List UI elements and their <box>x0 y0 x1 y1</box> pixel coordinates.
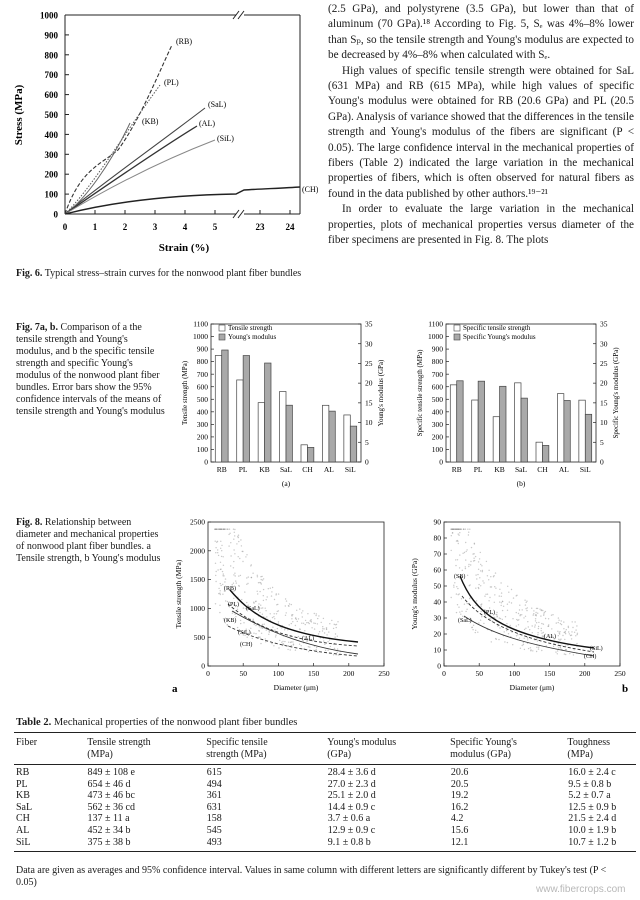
y-right-tick-label: 15 <box>600 398 608 408</box>
bar-AL-specifictensilestrength <box>557 394 563 462</box>
table-cell: 473 ± 46 bc <box>87 790 135 802</box>
bar-RB-youngsmodulus <box>222 350 228 462</box>
y-right-tick-label: 5 <box>365 437 369 447</box>
y-tick-label: 70 <box>433 549 441 559</box>
table2 <box>14 732 636 852</box>
table-row <box>14 802 636 814</box>
x-tick-label: SiL <box>579 465 591 474</box>
table-cell: 615 <box>206 767 222 778</box>
y-tick-label: 60 <box>433 565 441 575</box>
curve-rb <box>65 45 172 214</box>
y-right-tick-label: 5 <box>600 437 604 447</box>
table-cell: 137 ± 11 a <box>87 813 130 825</box>
table-cell: 21.5 ± 2.4 d <box>568 813 617 825</box>
x-tick-label: 0 <box>206 669 210 678</box>
x-tick-label: 50 <box>475 669 483 678</box>
bar-CH-specificyoungsmodulus <box>542 445 548 462</box>
y-axis-title: Tensile strength (MPa) <box>181 360 189 426</box>
table2-title: Table 2. Mechanical properties of the nonwood plant fiber bundles <box>16 717 298 728</box>
table-cell: 375 ± 38 b <box>87 836 131 848</box>
table-row <box>14 837 636 849</box>
bar-KB-youngsmodulus <box>265 363 271 462</box>
x-tick-label: AL <box>558 465 569 474</box>
table-cell: 493 <box>206 836 222 848</box>
legend-swatch <box>454 334 460 340</box>
curve-label: (SB) <box>454 574 466 580</box>
table-cell: 15.6 <box>450 824 469 836</box>
y-tick-label: 400 <box>44 129 58 140</box>
column-header: Tensile strength (MPa) <box>87 737 151 760</box>
bar-KB-tensilestrength <box>258 403 264 462</box>
bar-SiL-youngsmodulus <box>350 426 356 462</box>
y-tick-label: 100 <box>431 445 443 455</box>
x-tick-label: CH <box>302 465 313 474</box>
column-header: Specific Young's modulus (GPa) <box>450 737 517 760</box>
y-tick-label: 30 <box>433 613 441 623</box>
bar-CH-specifictensilestrength <box>536 442 542 462</box>
y-tick-label: 400 <box>196 407 208 417</box>
bar-SaL-specifictensilestrength <box>515 383 521 462</box>
curve-label: (CH) <box>584 654 597 660</box>
x-tick-label: 5 <box>212 222 218 232</box>
table-row <box>14 779 636 791</box>
y-tick-label: 500 <box>44 110 58 120</box>
x-tick-label: 50 <box>239 669 247 678</box>
curve-label: (AL) <box>544 634 556 640</box>
table-row <box>14 790 636 802</box>
x-tick-label: CH <box>537 465 548 474</box>
bar-AL-youngsmodulus <box>329 411 335 462</box>
y-right-tick-label: 0 <box>365 457 369 467</box>
y-tick-label: 600 <box>44 90 58 101</box>
y-tick-label: 1000 <box>193 332 208 342</box>
table-cell: SaL <box>16 801 33 813</box>
x-tick-label: RB <box>451 465 462 474</box>
table-cell: RB <box>16 767 30 778</box>
curve-label-sal: (SaL) <box>208 100 227 109</box>
y-tick-label: 200 <box>44 169 58 180</box>
curve-pl <box>65 85 160 214</box>
table-cell: 452 ± 34 b <box>87 824 131 836</box>
x-tick-label: 23 <box>255 222 265 232</box>
curve-label-sil: (SiL) <box>217 134 234 143</box>
curve-label: (AL) <box>302 636 314 642</box>
curve-label-ch: (CH) <box>302 185 318 194</box>
y-tick-label: 800 <box>431 357 443 367</box>
y-right-tick-label: 25 <box>365 359 373 369</box>
column-header: Specific tensile strength (MPa) <box>206 737 268 760</box>
y-tick-label: 200 <box>196 432 208 442</box>
x-tick-label: SaL <box>279 465 293 474</box>
y-tick-label: 100 <box>196 445 208 455</box>
bar-PL-specificyoungsmodulus <box>478 381 484 462</box>
legend-label: Young's modulus <box>228 333 277 341</box>
panel-label: (a) <box>281 479 291 488</box>
bar-CH-tensilestrength <box>301 445 307 462</box>
curve-label: (PL) <box>484 610 495 616</box>
curve-label-rb: (RB) <box>176 37 192 46</box>
curve-label-al: (AL) <box>199 119 215 128</box>
y-right-axis-title: Young's modulus (GPa) <box>377 359 385 427</box>
table-cell: PL <box>16 778 28 790</box>
y-tick-label: 200 <box>431 432 443 442</box>
table-cell: 545 <box>206 824 222 836</box>
column-header: Young's modulus (GPa) <box>327 737 397 760</box>
y-tick-label: 500 <box>431 394 443 404</box>
y-tick-label: 50 <box>433 581 441 591</box>
fig6-ylabel: Stress (MPa) <box>13 84 25 146</box>
y-right-tick-label: 25 <box>600 359 608 369</box>
x-tick-label: 24 <box>285 222 295 232</box>
y-tick-label: 300 <box>431 419 443 429</box>
table-cell: 20.6 <box>450 767 469 778</box>
table-cell: 12.9 ± 0.9 c <box>327 824 376 836</box>
y-tick-label: 500 <box>196 394 208 404</box>
y-tick-label: 500 <box>193 632 205 642</box>
fig6-xlabel: Strain (%) <box>158 242 210 254</box>
y-tick-label: 700 <box>196 369 208 379</box>
y-tick-label: 100 <box>44 189 58 200</box>
curve-label: (KB) <box>224 618 237 624</box>
fig7b-chart <box>410 316 636 492</box>
x-tick-label: 4 <box>182 222 188 232</box>
y-tick-label: 80 <box>433 533 441 543</box>
bar-PL-youngsmodulus <box>243 356 249 462</box>
x-tick-label: 100 <box>508 669 521 678</box>
curve-label: (RB) <box>224 586 236 592</box>
fig8a-chart <box>168 516 400 698</box>
curve-kb <box>65 123 130 214</box>
x-tick-label: 1 <box>92 222 98 232</box>
table-row <box>14 767 636 779</box>
y-axis-title: Specific tensile strength (MPa) <box>416 349 424 437</box>
paragraph: High values of specific tensile strength were obtained for SaL (631 MPa) and RB (615 MPa), while high values of specific Young's modulus were obtained for RB (20.6 GPa) and PL (20.5 GPa). Analysis of variance showed that the differences in the tensile strength and Young's modulus of the fibers are significant (P < 0.05). The large confidence interval in the mechanical properties of fibers (Table 2) indicated the large variation in the mechanical properties of fibers, which is often observed for natural fibers as found in the data published by other authors.¹⁹⁻²¹ <box>328 64 634 200</box>
x-tick-label: 100 <box>272 669 285 678</box>
table-cell: 9.5 ± 0.8 b <box>568 778 612 790</box>
y-tick-label: 2500 <box>190 517 205 527</box>
table-cell: SiL <box>16 836 31 848</box>
curve-label: (SiL) <box>238 630 251 636</box>
body-text <box>328 2 634 249</box>
y-tick-label: 0 <box>53 209 58 220</box>
y-tick-label: 700 <box>44 70 58 81</box>
fig8b-chart <box>404 516 636 698</box>
column-header: Fiber <box>16 737 38 748</box>
y-axis-title: Young's modulus (GPa) <box>410 558 419 630</box>
y-right-tick-label: 30 <box>365 339 373 349</box>
bar-CH-youngsmodulus <box>307 447 313 462</box>
x-axis-title: Diameter (μm) <box>273 683 319 692</box>
y-tick-label: 1000 <box>40 10 58 21</box>
table-cell: 631 <box>206 801 222 813</box>
y-tick-label: 300 <box>44 149 58 160</box>
y-tick-label: 1500 <box>190 575 205 585</box>
y-tick-label: 600 <box>196 382 208 392</box>
curve-label: (SaL) <box>458 618 472 624</box>
table-cell: 158 <box>206 813 222 825</box>
table-cell: 10.0 ± 1.9 b <box>568 824 617 836</box>
y-tick-label: 400 <box>431 407 443 417</box>
y-tick-label: 900 <box>431 344 443 354</box>
bar-SaL-youngsmodulus <box>286 405 292 462</box>
curve-label: (SaL) <box>246 606 260 612</box>
y-tick-label: 800 <box>196 357 208 367</box>
curve-label-pl: (PL) <box>164 78 179 87</box>
x-tick-label: 250 <box>614 669 626 678</box>
curve-label: (CH) <box>240 642 253 648</box>
y-right-tick-label: 35 <box>365 319 373 329</box>
y-tick-label: 1000 <box>190 604 205 613</box>
table-cell: 14.4 ± 0.9 c <box>327 801 376 813</box>
fig8-caption: Fig. 8. Relationship between diameter and mechanical properties of nonwood plant fiber bundles. a Tensile strength, b Young's modulus <box>16 517 161 564</box>
legend-swatch <box>454 325 460 331</box>
table-cell: 20.5 <box>450 778 469 790</box>
table-cell: 3.7 ± 0.6 a <box>327 813 371 825</box>
table-cell: 849 ± 108 e <box>87 767 135 778</box>
y-right-axis-title: Specific Young's modulus (GPa) <box>612 347 620 439</box>
x-tick-label: PL <box>473 465 483 474</box>
y-tick-label: 0 <box>439 457 443 467</box>
y-tick-label: 10 <box>433 645 441 655</box>
y-right-tick-label: 20 <box>365 378 373 388</box>
y-axis-title: Tensile strength (MPa) <box>174 559 183 629</box>
y-right-tick-label: 0 <box>600 457 604 467</box>
paragraph: In order to evaluate the large variation in the mechanical properties, plots of mechanical properties versus diameter of the fiber specimens are presented in Fig. 8. The plots <box>328 203 634 247</box>
bar-AL-tensilestrength <box>322 405 328 462</box>
x-tick-label: SiL <box>344 465 356 474</box>
bar-KB-specifictensilestrength <box>493 417 499 462</box>
y-tick-label: 300 <box>196 419 208 429</box>
column-header: Toughness (MPa) <box>567 737 611 760</box>
y-tick-label: 90 <box>433 517 441 527</box>
curve-ch <box>65 187 300 214</box>
table-cell: 494 <box>206 778 222 790</box>
y-tick-label: 0 <box>204 457 208 467</box>
table-cell: 16.0 ± 2.4 c <box>568 767 616 778</box>
panel-label: (b) <box>516 479 526 488</box>
plot-frame <box>444 522 620 666</box>
x-tick-label: KB <box>494 465 505 474</box>
bar-SaL-tensilestrength <box>280 391 286 462</box>
legend-swatch <box>219 334 225 340</box>
curve-label-kb: (KB) <box>142 117 159 126</box>
legend-label: Tensile strength <box>228 324 273 332</box>
bar-KB-specificyoungsmodulus <box>500 386 506 462</box>
x-tick-label: 2 <box>122 222 128 232</box>
fig6-chart <box>0 0 318 262</box>
table-row <box>14 813 636 825</box>
x-tick-label: RB <box>216 465 227 474</box>
x-tick-label: 150 <box>543 669 556 678</box>
bar-PL-tensilestrength <box>237 380 243 462</box>
bar-SaL-specificyoungsmodulus <box>521 398 527 462</box>
table2-grid <box>14 733 636 761</box>
y-tick-label: 1000 <box>428 332 443 342</box>
legend-label: Specific tensile strength <box>463 324 531 332</box>
scatter-cloud <box>450 529 578 656</box>
x-tick-label: PL <box>238 465 248 474</box>
bar-RB-specifictensilestrength <box>450 385 456 462</box>
curve-label: (PL) <box>228 602 239 608</box>
table-cell: 9.1 ± 0.8 b <box>327 836 371 848</box>
panel-letter: b <box>622 683 629 695</box>
table-cell: 25.1 ± 2.0 d <box>327 790 376 802</box>
y-tick-label: 2000 <box>190 546 205 556</box>
table-row <box>14 825 636 837</box>
table-cell: 19.2 <box>450 790 469 802</box>
table-cell: CH <box>16 813 30 825</box>
table2-footnote: Data are given as averages and 95% confidence interval. Values in same column with different letters are significantly different by Tukey's test (P < 0.05) <box>16 865 607 888</box>
y-right-tick-label: 20 <box>600 378 608 388</box>
table-cell: AL <box>16 824 30 836</box>
bar-SiL-specificyoungsmodulus <box>585 414 591 462</box>
x-tick-label: 200 <box>343 669 355 678</box>
panel-letter: a <box>172 683 178 695</box>
paragraph: (2.5 GPa), and polystyrene (3.5 GPa), but lower than that of aluminum (70 GPa).¹⁸ According to Fig. 5, Sₑ was 4%–8% lower than Sₚ, so the tensile strength and Young's modulus are expected to be decreased by 4%–8% when calculated with Sₑ. <box>328 3 634 62</box>
y-tick-label: 700 <box>431 369 443 379</box>
table-cell: 16.2 <box>450 801 469 813</box>
y-tick-label: 1100 <box>193 319 208 329</box>
curve-label: (SiL) <box>590 646 603 652</box>
table-cell: 12.5 ± 0.9 b <box>568 801 617 813</box>
x-tick-label: 200 <box>579 669 591 678</box>
x-tick-label: 150 <box>307 669 320 678</box>
bar-PL-specifictensilestrength <box>472 400 478 462</box>
y-tick-label: 900 <box>44 30 58 41</box>
fig7a-chart <box>176 316 398 492</box>
curve-sal <box>65 108 205 214</box>
y-tick-label: 0 <box>437 661 441 671</box>
table-cell: 361 <box>206 790 222 802</box>
y-tick-label: 800 <box>44 50 58 61</box>
table2-body <box>14 767 636 848</box>
table-cell: 12.1 <box>450 836 469 848</box>
x-tick-label: AL <box>323 465 334 474</box>
table-cell: 27.0 ± 2.3 d <box>327 778 376 790</box>
y-tick-label: 0 <box>201 661 205 671</box>
y-tick-label: 600 <box>431 382 443 392</box>
y-right-tick-label: 10 <box>365 418 373 428</box>
x-tick-label: 0 <box>442 669 446 678</box>
table-header-row <box>14 733 636 761</box>
x-axis-title: Diameter (μm) <box>509 683 555 692</box>
curve-sil <box>65 140 215 214</box>
y-tick-label: 1100 <box>428 319 443 329</box>
bar-RB-tensilestrength <box>215 355 221 462</box>
table-cell: 28.4 ± 3.6 d <box>327 767 376 778</box>
y-tick-label: 900 <box>196 344 208 354</box>
y-right-tick-label: 30 <box>600 339 608 349</box>
table-cell: 4.2 <box>450 813 464 825</box>
y-right-tick-label: 35 <box>600 319 608 329</box>
x-tick-label: SaL <box>514 465 528 474</box>
bar-RB-specificyoungsmodulus <box>457 381 463 462</box>
watermark: www.fibercrops.com <box>536 884 626 895</box>
x-tick-label: 3 <box>152 222 158 232</box>
bar-SiL-tensilestrength <box>344 415 350 462</box>
bar-AL-specificyoungsmodulus <box>564 400 570 462</box>
x-tick-label: KB <box>259 465 270 474</box>
y-right-tick-label: 10 <box>600 418 608 428</box>
bar-SiL-specifictensilestrength <box>579 400 585 462</box>
table-cell: KB <box>16 790 30 802</box>
y-tick-label: 40 <box>433 597 441 607</box>
legend-label: Specific Young's modulus <box>463 333 536 341</box>
x-tick-label: 250 <box>378 669 390 678</box>
y-right-tick-label: 15 <box>365 398 373 408</box>
legend-swatch <box>219 325 225 331</box>
table-cell: 10.7 ± 1.2 b <box>568 836 617 848</box>
fig6-caption: Fig. 6. Typical stress–strain curves for the nonwood plant fiber bundles <box>16 268 302 279</box>
table-cell: 562 ± 36 cd <box>87 801 135 813</box>
table-cell: 654 ± 46 d <box>87 778 131 790</box>
y-tick-label: 20 <box>433 629 441 639</box>
x-tick-label: 0 <box>62 222 68 232</box>
fig7-caption: Fig. 7a, b. Comparison of a the tensile strength and Young's modulus, and b the specific tensile strength and specific Young's modulus of the nonwood plant fiber bundles. Error bars show the 95% confidence intervals of the means of tensile strength and Young's modulus <box>16 322 165 417</box>
table-cell: 5.2 ± 0.7 a <box>568 790 611 802</box>
